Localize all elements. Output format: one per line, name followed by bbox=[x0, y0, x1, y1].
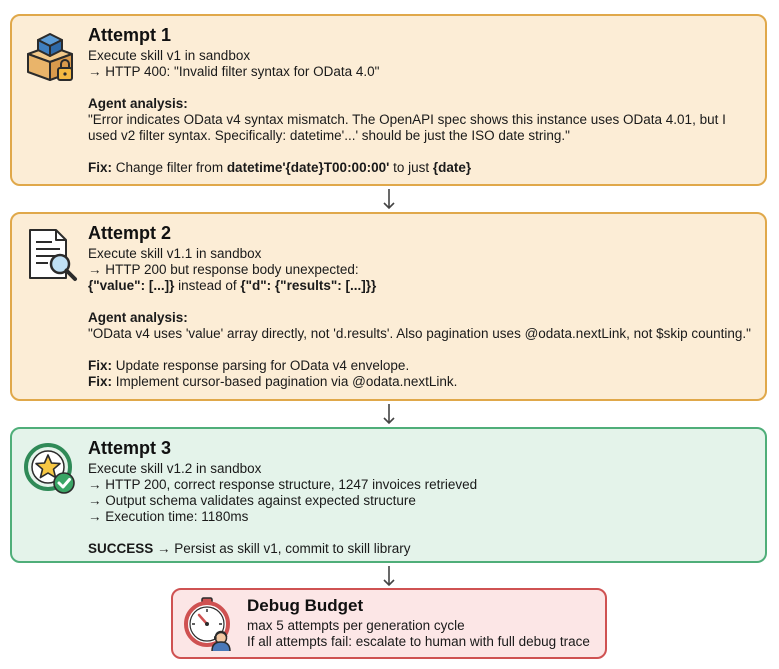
attempt-2-analysis-label: Agent analysis: bbox=[88, 310, 188, 325]
fix-label: Fix: bbox=[88, 160, 113, 175]
attempt-3-success bbox=[88, 541, 753, 557]
fix-label: Fix: bbox=[88, 358, 113, 373]
fix-code-new: {date} bbox=[432, 160, 472, 175]
success-text: → Persist as skill v1, commit to skill library bbox=[153, 541, 411, 556]
envelope-code-expected: {"d": {"results": [...]}} bbox=[240, 278, 377, 293]
fix-label: Fix: bbox=[88, 374, 113, 389]
attempt-3-title: Attempt 3 bbox=[88, 438, 172, 458]
document-search-icon bbox=[22, 226, 78, 282]
attempt-2-result: → HTTP 200 but response body unexpected: bbox=[88, 262, 359, 277]
fix-code-old: datetime'{date}T00:00:00' bbox=[226, 160, 390, 175]
attempt-3-result: → Output schema validates against expected structure bbox=[88, 493, 416, 508]
success-label: SUCCESS bbox=[88, 541, 154, 556]
stopwatch-support-icon bbox=[179, 596, 235, 652]
debug-budget-title: Debug Budget bbox=[247, 596, 364, 615]
attempt-2-analysis-text: "OData v4 uses 'value' array directly, not 'd.results'. Also pagination uses @odata.nextLink, not $skip counting." bbox=[88, 326, 751, 341]
down-arrow-icon bbox=[382, 403, 396, 425]
down-arrow-icon bbox=[382, 188, 396, 210]
attempt-3-card bbox=[10, 427, 767, 563]
star-check-badge-icon bbox=[22, 441, 78, 497]
package-lock-icon bbox=[22, 28, 78, 84]
attempt-2-run: Execute skill v1.1 in sandbox bbox=[88, 246, 262, 261]
attempt-3-run: Execute skill v1.2 in sandbox bbox=[88, 461, 262, 476]
debug-budget-limit: max 5 attempts per generation cycle bbox=[247, 618, 465, 633]
attempt-1-analysis-text: "Error indicates OData v4 syntax mismatch. The OpenAPI spec shows this instance uses OData 4.01, but I used v2 filter syntax. Specifically: datetime'...' should be just the ISO date string." bbox=[88, 112, 726, 143]
attempt-1-result: → HTTP 400: "Invalid filter syntax for OData 4.0" bbox=[88, 64, 380, 79]
attempt-2-card bbox=[10, 212, 767, 401]
debug-budget-card bbox=[171, 588, 607, 659]
fix-text: Change filter from bbox=[112, 160, 227, 175]
debug-budget-escalation: If all attempts fail: escalate to human with full debug trace bbox=[247, 634, 590, 649]
attempt-2-fix bbox=[88, 358, 753, 374]
attempt-2-fix bbox=[88, 374, 753, 390]
attempt-3-result: → HTTP 200, correct response structure, 1247 invoices retrieved bbox=[88, 477, 478, 492]
envelope-text: instead of bbox=[174, 278, 241, 293]
fix-text: Implement cursor-based pagination via @odata.nextLink. bbox=[112, 374, 458, 389]
attempt-3-result: → Execution time: 1180ms bbox=[88, 509, 249, 524]
envelope-code-actual: {"value": [...]} bbox=[88, 278, 175, 293]
attempt-1-analysis-label: Agent analysis: bbox=[88, 96, 188, 111]
attempt-2-envelope bbox=[88, 278, 753, 294]
fix-text: Update response parsing for OData v4 envelope. bbox=[112, 358, 410, 373]
down-arrow-icon bbox=[382, 565, 396, 587]
attempt-2-title: Attempt 2 bbox=[88, 223, 172, 243]
fix-text: to just bbox=[389, 160, 433, 175]
attempt-1-card bbox=[10, 14, 767, 186]
attempt-1-fix bbox=[88, 160, 753, 176]
attempt-1-title: Attempt 1 bbox=[88, 25, 172, 45]
attempt-1-run: Execute skill v1 in sandbox bbox=[88, 48, 251, 63]
